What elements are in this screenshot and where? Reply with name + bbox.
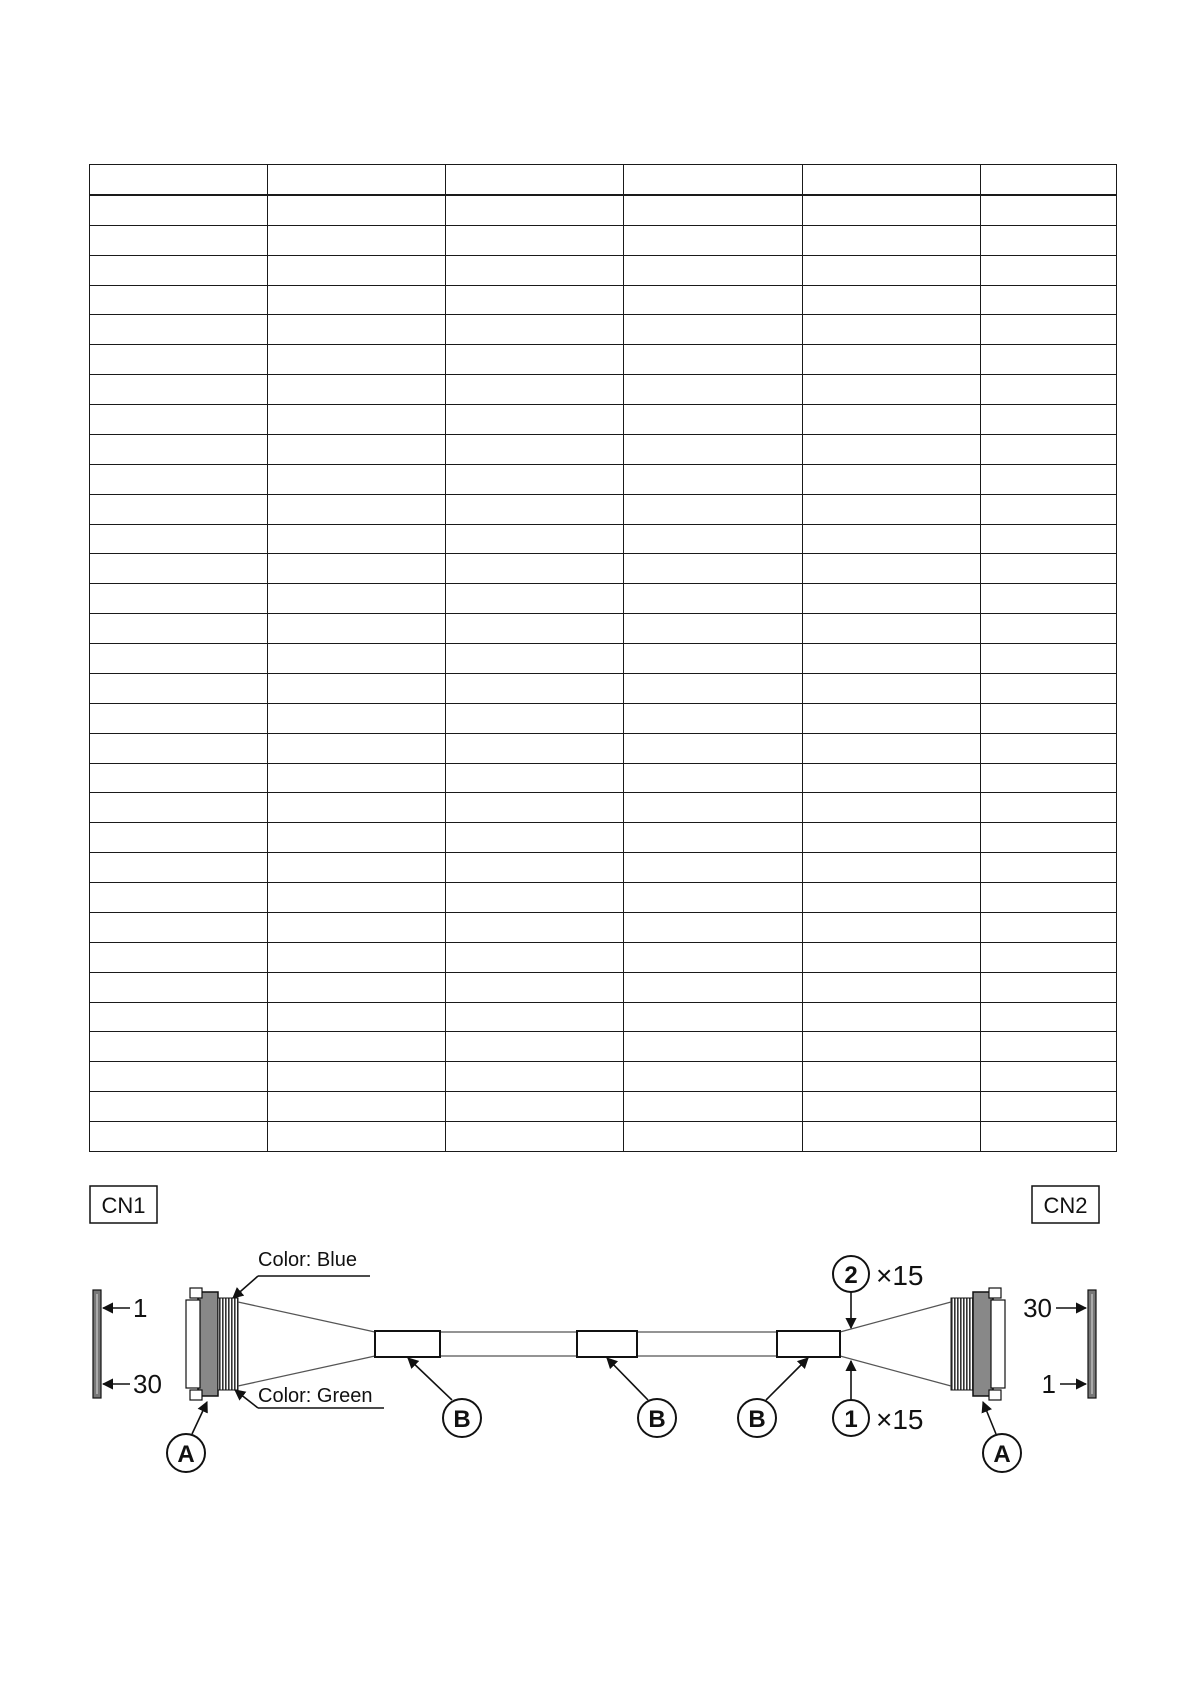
svg-text:B: B	[453, 1406, 471, 1433]
connector-label-cn2	[1032, 1186, 1099, 1223]
callout-b-right	[738, 1358, 808, 1437]
right-pin-1-label	[1042, 1369, 1086, 1399]
left-pin-30-label	[103, 1369, 162, 1399]
svg-text:Color: Green: Color: Green	[258, 1385, 373, 1407]
left-connector-housing	[186, 1288, 238, 1400]
svg-text:30: 30	[133, 1369, 162, 1399]
label-color-blue	[233, 1249, 370, 1298]
sleeve-b-left	[375, 1331, 440, 1357]
sleeve-b-right	[777, 1331, 840, 1357]
svg-text:B: B	[648, 1406, 666, 1433]
callout-b-left	[408, 1358, 481, 1437]
callout-a-right	[983, 1402, 1021, 1472]
left-pin-strip	[93, 1290, 101, 1398]
callout-b-center	[607, 1358, 676, 1437]
svg-text:CN1: CN1	[101, 1193, 146, 1218]
right-pin-30-label	[1023, 1293, 1086, 1323]
left-pin-1-label	[103, 1293, 147, 1323]
svg-text:A: A	[177, 1441, 195, 1468]
callout-1-x15	[833, 1361, 924, 1436]
svg-text:1: 1	[1041, 1369, 1056, 1399]
svg-text:B: B	[748, 1406, 766, 1433]
connector-label-cn1	[90, 1186, 157, 1223]
sleeve-b-center	[577, 1331, 637, 1357]
svg-text:1: 1	[844, 1406, 858, 1433]
right-connector-housing	[951, 1288, 1005, 1400]
svg-text:A: A	[993, 1441, 1011, 1468]
svg-text:Color: Blue: Color: Blue	[258, 1249, 357, 1271]
svg-text:1: 1	[133, 1293, 148, 1323]
svg-text:×15: ×15	[876, 1260, 924, 1291]
callout-a-left	[167, 1402, 207, 1472]
svg-text:30: 30	[1023, 1293, 1052, 1323]
svg-text:×15: ×15	[876, 1404, 924, 1435]
svg-text:2: 2	[844, 1262, 858, 1289]
callout-2-x15	[833, 1256, 924, 1328]
svg-text:CN2: CN2	[1043, 1193, 1088, 1218]
right-pin-strip	[1088, 1290, 1096, 1398]
label-color-green	[235, 1385, 384, 1408]
